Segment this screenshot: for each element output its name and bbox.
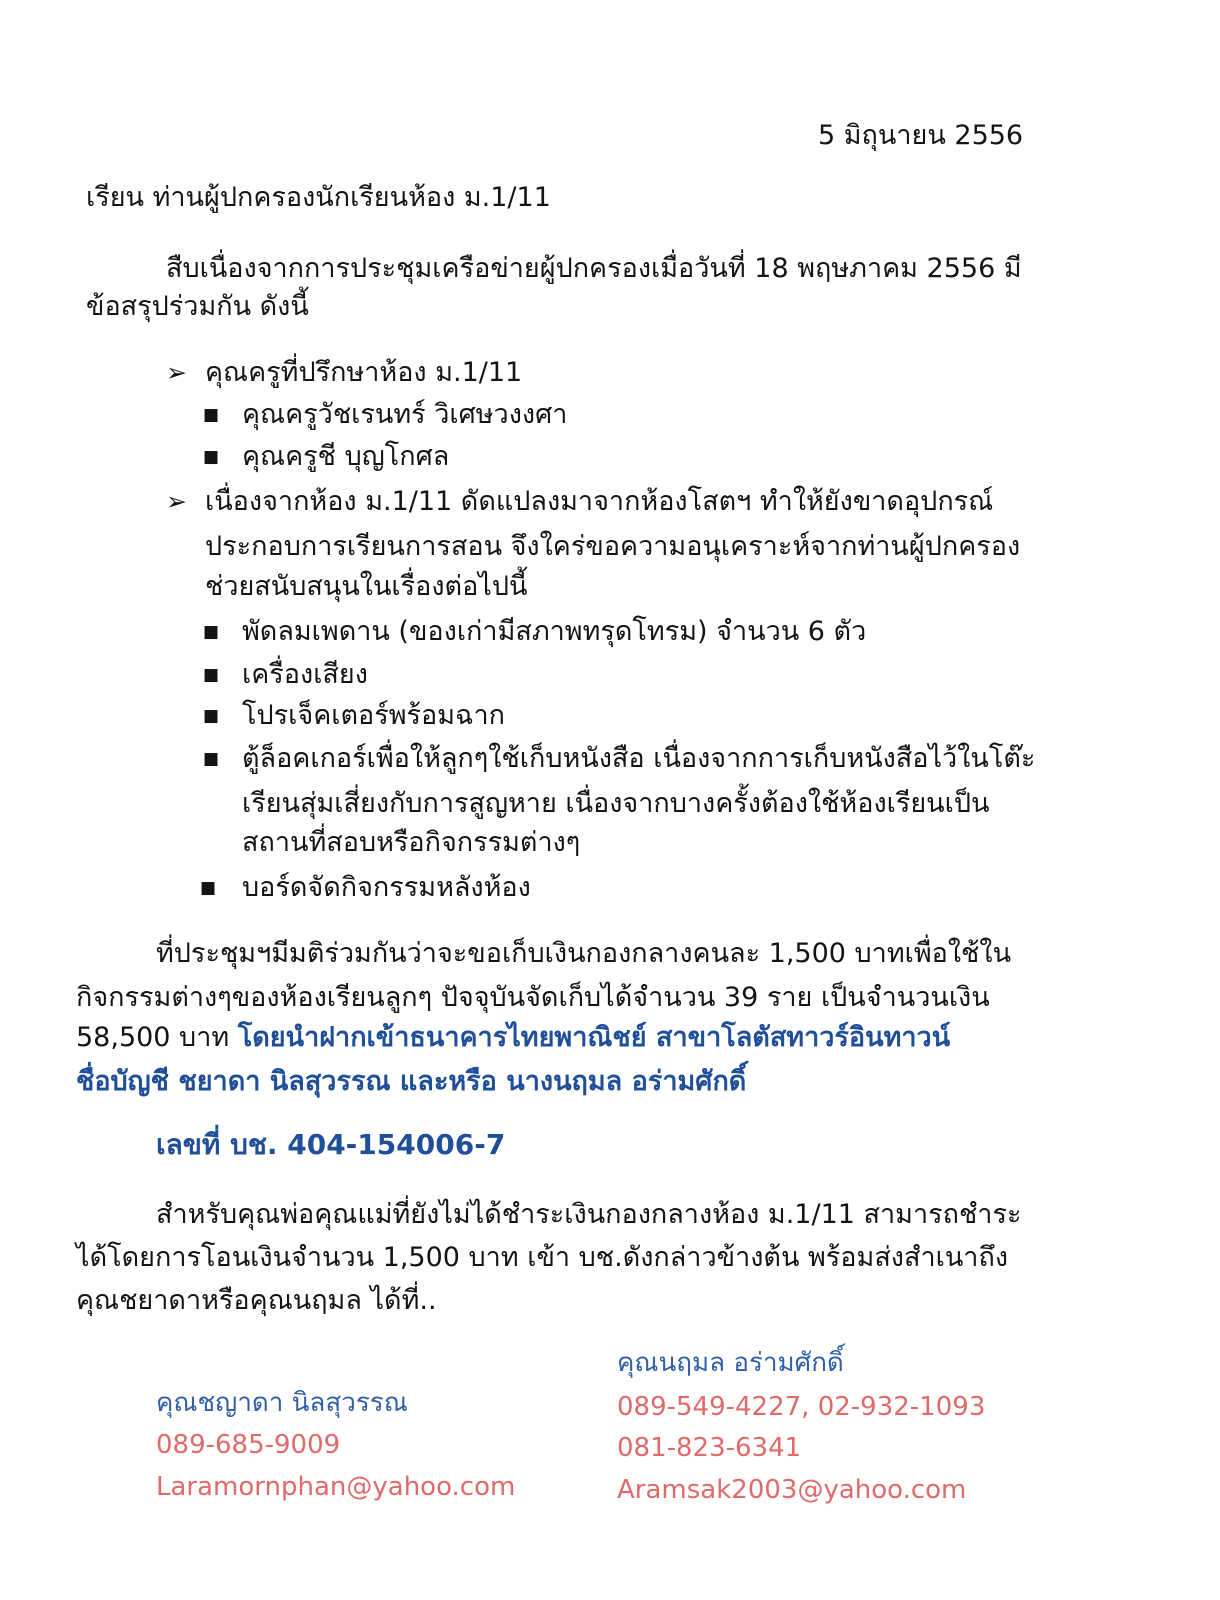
section-equipment-text: ช่วยสนับสนุนในเรื่องต่อไปนี้ bbox=[205, 571, 528, 602]
list-item: โปรเจ็คเตอร์พร้อมฉาก bbox=[242, 700, 505, 731]
contact-email: Laramornphan@yahoo.com bbox=[156, 1472, 516, 1502]
bank-info: โดยนำฝากเข้าธนาคารไทยพาณิชย์ สาขาโลตัสทาวร์อินทาวน์ bbox=[237, 1022, 951, 1053]
square-bullet-icon: ■ bbox=[203, 706, 220, 726]
contact-phone: 081-823-6341 bbox=[617, 1433, 802, 1463]
list-item: สถานที่สอบหรือกิจกรรมต่างๆ bbox=[242, 827, 581, 858]
arrow-bullet-icon: ➢ bbox=[166, 487, 187, 516]
contact-name: คุณนฤมล อร่ามศักดิ์ bbox=[617, 1348, 844, 1378]
payment-paragraph: สำหรับคุณพ่อคุณแม่ที่ยังไม่ได้ชำระเงินกองกลางห้อง ม.1/11 สามารถชำระ bbox=[156, 1199, 1022, 1230]
intro-line: ข้อสรุปร่วมกัน ดังนี้ bbox=[86, 291, 309, 322]
list-item: เรียนสุ่มเสี่ยงกับการสูญหาย เนื่องจากบางครั้งต้องใช้ห้องเรียนเป็น bbox=[242, 788, 990, 819]
square-bullet-icon: ■ bbox=[200, 878, 217, 898]
account-name: ชื่อบัญชี ชยาดา นิลสุวรรณ และหรือ นางนฤมล อร่ามศักดิ์ bbox=[76, 1066, 747, 1097]
section-advisors-title: คุณครูที่ปรึกษาห้อง ม.1/11 bbox=[205, 357, 523, 388]
letter-date: 5 มิถุนายน 2556 bbox=[818, 120, 1024, 151]
list-item: เครื่องเสียง bbox=[242, 659, 368, 690]
list-item: คุณครูวัชเรนทร์ วิเศษวงงศา bbox=[242, 399, 568, 430]
square-bullet-icon: ■ bbox=[203, 749, 220, 769]
fund-paragraph bbox=[76, 1020, 950, 1056]
fund-paragraph: กิจกรรมต่างๆของห้องเรียนลูกๆ ปัจจุบันจัดเก็บได้จำนวน 39 ราย เป็นจำนวนเงิน bbox=[76, 982, 990, 1013]
contact-phone: 089-685-9009 bbox=[156, 1430, 341, 1460]
section-equipment-text: เนื่องจากห้อง ม.1/11 ดัดแปลงมาจากห้องโสตฯ ทำให้ยังขาดอุปกรณ์ bbox=[205, 486, 994, 517]
square-bullet-icon: ■ bbox=[203, 405, 220, 425]
arrow-bullet-icon: ➢ bbox=[166, 358, 187, 387]
square-bullet-icon: ■ bbox=[203, 622, 220, 642]
square-bullet-icon: ■ bbox=[203, 447, 220, 467]
contact-name: คุณชญาดา นิลสุวรรณ bbox=[156, 1388, 408, 1418]
list-item: บอร์ดจัดกิจกรรมหลังห้อง bbox=[242, 872, 531, 903]
contact-email: Aramsak2003@yahoo.com bbox=[617, 1475, 967, 1505]
intro-line: สืบเนื่องจากการประชุมเครือข่ายผู้ปกครองเมื่อวันที่ 18 พฤษภาคม 2556 มี bbox=[166, 253, 1022, 284]
square-bullet-icon: ■ bbox=[203, 665, 220, 685]
salutation: เรียน ท่านผู้ปกครองนักเรียนห้อง ม.1/11 bbox=[86, 182, 551, 213]
payment-paragraph: ได้โดยการโอนเงินจำนวน 1,500 บาท เข้า บช.ดังกล่าวข้างต้น พร้อมส่งสำเนาถึง bbox=[76, 1242, 1009, 1273]
section-equipment-text: ประกอบการเรียนการสอน จึงใคร่ขอความอนุเคราะห์จากท่านผู้ปกครอง bbox=[205, 531, 1021, 562]
payment-paragraph: คุณชยาดาหรือคุณนฤมล ได้ที่.. bbox=[76, 1285, 437, 1316]
fund-amount: 58,500 บาท bbox=[76, 1022, 238, 1053]
contact-phone: 089-549-4227, 02-932-1093 bbox=[617, 1392, 986, 1422]
list-item: คุณครูชี บุญโกศล bbox=[242, 441, 450, 472]
account-number: เลขที่ บช. 404-154006-7 bbox=[156, 1128, 506, 1161]
fund-paragraph: ที่ประชุมฯมีมติร่วมกันว่าจะขอเก็บเงินกองกลางคนละ 1,500 บาทเพื่อใช้ใน bbox=[156, 938, 1012, 969]
list-item: พัดลมเพดาน (ของเก่ามีสภาพทรุดโทรม) จำนวน 6 ตัว bbox=[242, 616, 867, 647]
list-item: ตู้ล็อคเกอร์เพื่อให้ลูกๆใช้เก็บหนังสือ เนื่องจากการเก็บหนังสือไว้ในโต๊ะ bbox=[242, 743, 1036, 774]
